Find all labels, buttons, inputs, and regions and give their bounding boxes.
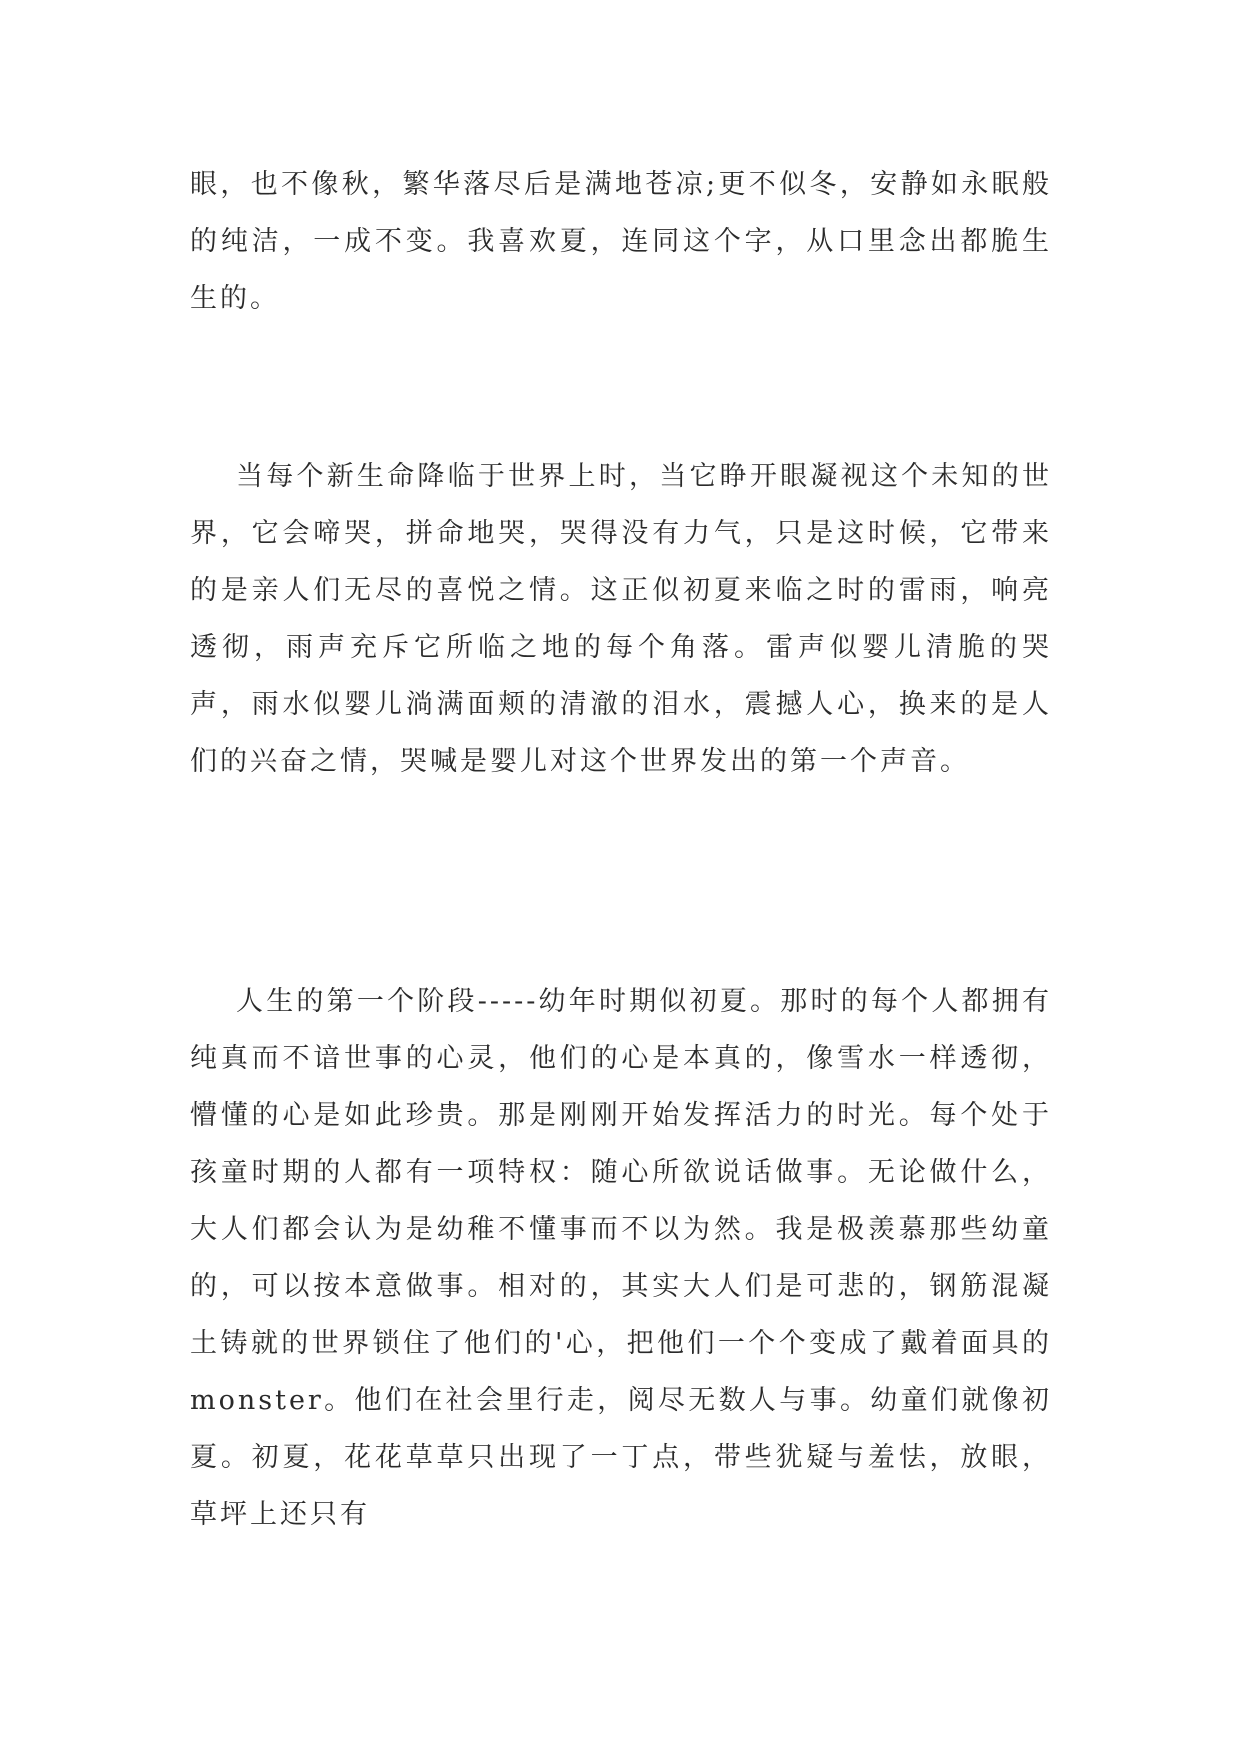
- paragraph-2: 当每个新生命降临于世界上时，当它睁开眼凝视这个未知的世界，它会啼哭，拼命地哭，哭得没有力气，只是这时候，它带来的是亲人们无尽的喜悦之情。这正似初夏来临之时的雷雨，响亮透彻，雨声充斥它所临之地的每个角落。雷声似婴儿清脆的哭声，雨水似婴儿淌满面颊的清澈的泪水，震撼人心，换来的是人们的兴奋之情，哭喊是婴儿对这个世界发出的第一个声音。: [190, 461, 1052, 777]
- paragraph-3: 人生的第一个阶段-----幼年时期似初夏。那时的每个人都拥有纯真而不谙世事的心灵，他们的心是本真的，像雪水一样透彻，懵懂的心是如此珍贵。那是刚刚开始发挥活力的时光。每个处于孩童时期的人都有一项特权：随心所欲说话做事。无论做什么，大人们都会认为是幼稚不懂事而不以为然。我是极羡慕那些幼童的，可以按本意做事。相对的，其实大人们是可悲的，钢筋混凝土铸就的世界锁住了他们的'心，把他们一个个变成了戴着面具的monster。他们在社会里行走，阅尽无数人与事。幼童们就像初夏。初夏，花花草草只出现了一丁点，带些犹疑与羞怯，放眼，草坪上还只有: [190, 986, 1052, 1530]
- paragraph-1: 眼，也不像秋，繁华落尽后是满地苍凉;更不似冬，安静如永眠般的纯洁，一成不变。我喜欢夏，连同这个字，从口里念出都脆生生的。: [190, 169, 1052, 314]
- document-page: [190, 0, 1052, 1754]
